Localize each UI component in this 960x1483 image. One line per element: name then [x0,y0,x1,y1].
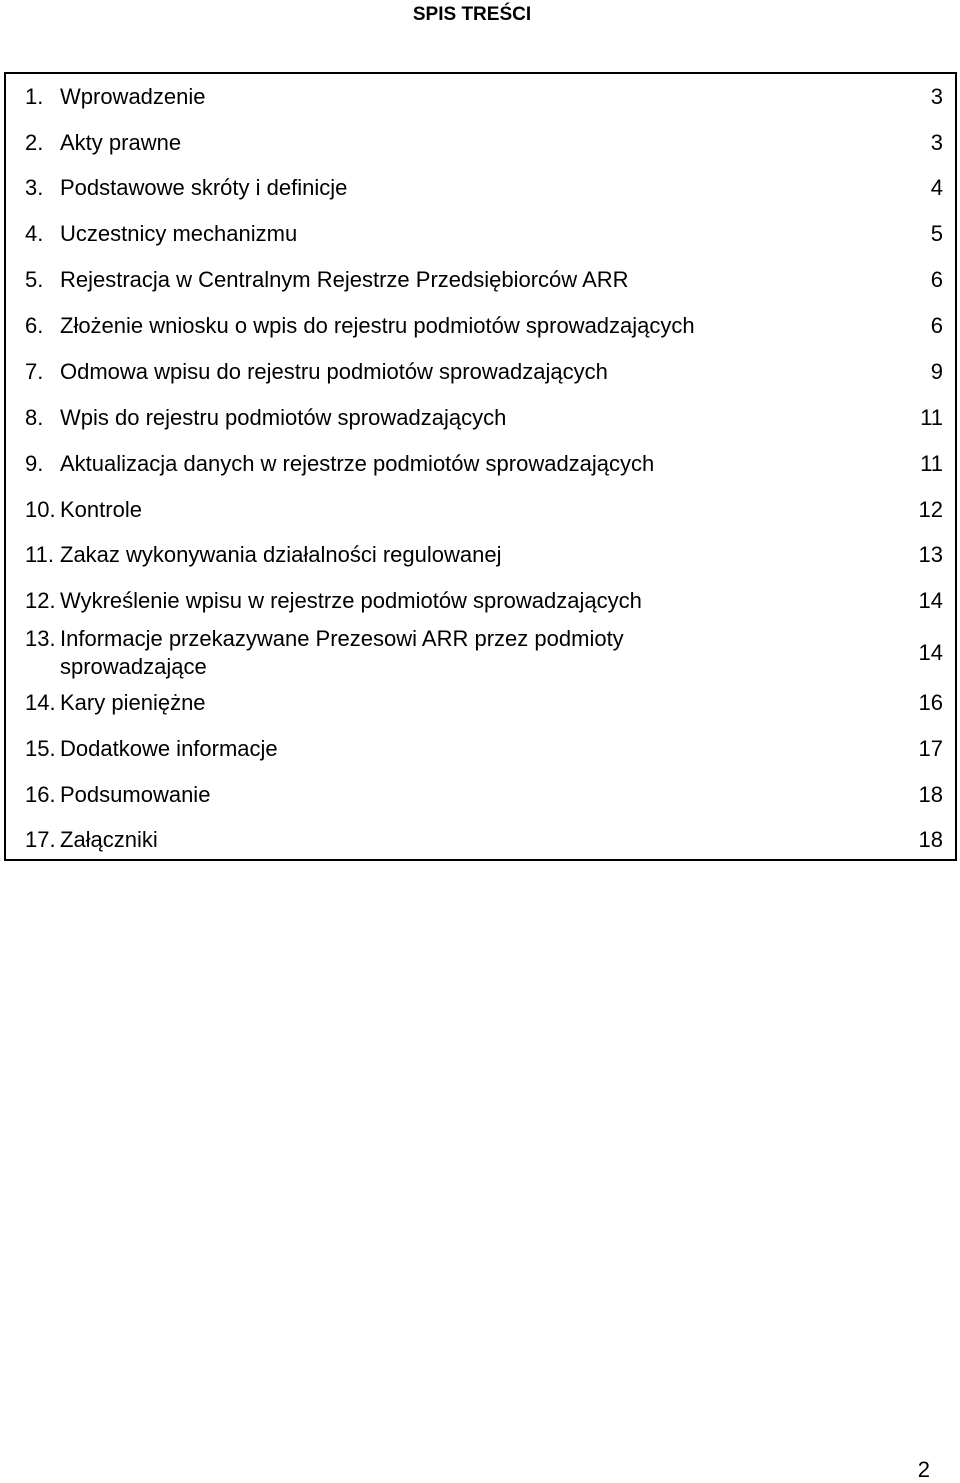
toc-entry-number: 16. [25,782,56,807]
toc-entry-title: Wpis do rejestru podmiotów sprowadzających [60,405,507,430]
toc-entry-page: 16 [918,690,943,715]
toc-entry-title: Akty prawne [60,130,182,155]
toc-entry-title: Rejestracja w Centralnym Rejestrze Przedsiębiorców ARR [60,267,629,292]
toc-entry-number: 13. [25,626,56,651]
toc-entry-title: Złożenie wniosku o wpis do rejestru podmiotów sprowadzających [60,313,695,338]
toc-entry-page: 6 [930,267,943,292]
toc-entry-title: Zakaz wykonywania działalności regulowanej [60,542,502,567]
toc-entry-title: Wykreślenie wpisu w rejestrze podmiotów sprowadzających [60,588,642,613]
toc-entry-page: 3 [930,130,943,155]
toc-entry-number: 10. [25,497,56,522]
toc-entry-number: 4. [25,221,44,246]
page-number: 2 [917,1457,930,1482]
toc-entry-page: 5 [930,221,943,246]
toc-entry-page: 4 [930,175,943,200]
toc-entry-number: 17. [25,827,56,852]
toc-entry-number: 2. [25,130,44,155]
toc-entry-number: 11. [25,542,54,567]
toc-entry-number: 12. [25,588,56,613]
toc-entry-page: 11 [920,451,943,476]
toc-entry-number: 8. [25,405,44,430]
toc-entry-number: 9. [25,451,44,476]
toc-entry-number: 3. [25,175,44,200]
toc-entry-page: 12 [918,497,943,522]
toc-entry-page: 14 [918,588,943,613]
toc-entry-page: 14 [918,640,943,665]
toc-entry-title: Kontrole [60,497,142,522]
toc-entry-title: Wprowadzenie [60,84,206,109]
toc-entry-page: 18 [918,827,943,852]
toc-entry-page: 9 [930,359,943,384]
toc-entry-title: Uczestnicy mechanizmu [60,221,298,246]
toc-entry-title: Dodatkowe informacje [60,736,278,761]
toc-entry-number: 6. [25,313,44,338]
toc-entry-title: Informacje przekazywane Prezesowi ARR przez podmioty sprowadzające [60,626,624,679]
toc-entry-page: 3 [930,84,943,109]
toc-entry-page: 11 [920,405,943,430]
toc-entry-page: 17 [918,736,943,761]
toc-entry-number: 7. [25,359,44,384]
toc-entry-title: Załączniki [60,827,158,852]
table-of-contents [4,72,957,861]
toc-entry-number: 15. [25,736,56,761]
toc-entry-title: Aktualizacja danych w rejestrze podmiotów sprowadzających [60,451,655,476]
toc-entry-title: Podsumowanie [60,782,211,807]
toc-entry-page: 13 [918,542,943,567]
toc-entry-number: 5. [25,267,44,292]
document-title: SPIS TREŚCI [412,4,532,25]
toc-entry-page: 6 [930,313,943,338]
toc-entry-number: 1. [25,84,44,109]
toc-entry-number: 14. [25,690,56,715]
toc-entry-title: Podstawowe skróty i definicje [60,175,348,200]
toc-entry-page: 18 [918,782,943,807]
toc-entry-title: Kary pieniężne [60,690,206,715]
toc-entry-title: Odmowa wpisu do rejestru podmiotów sprowadzających [60,359,608,384]
